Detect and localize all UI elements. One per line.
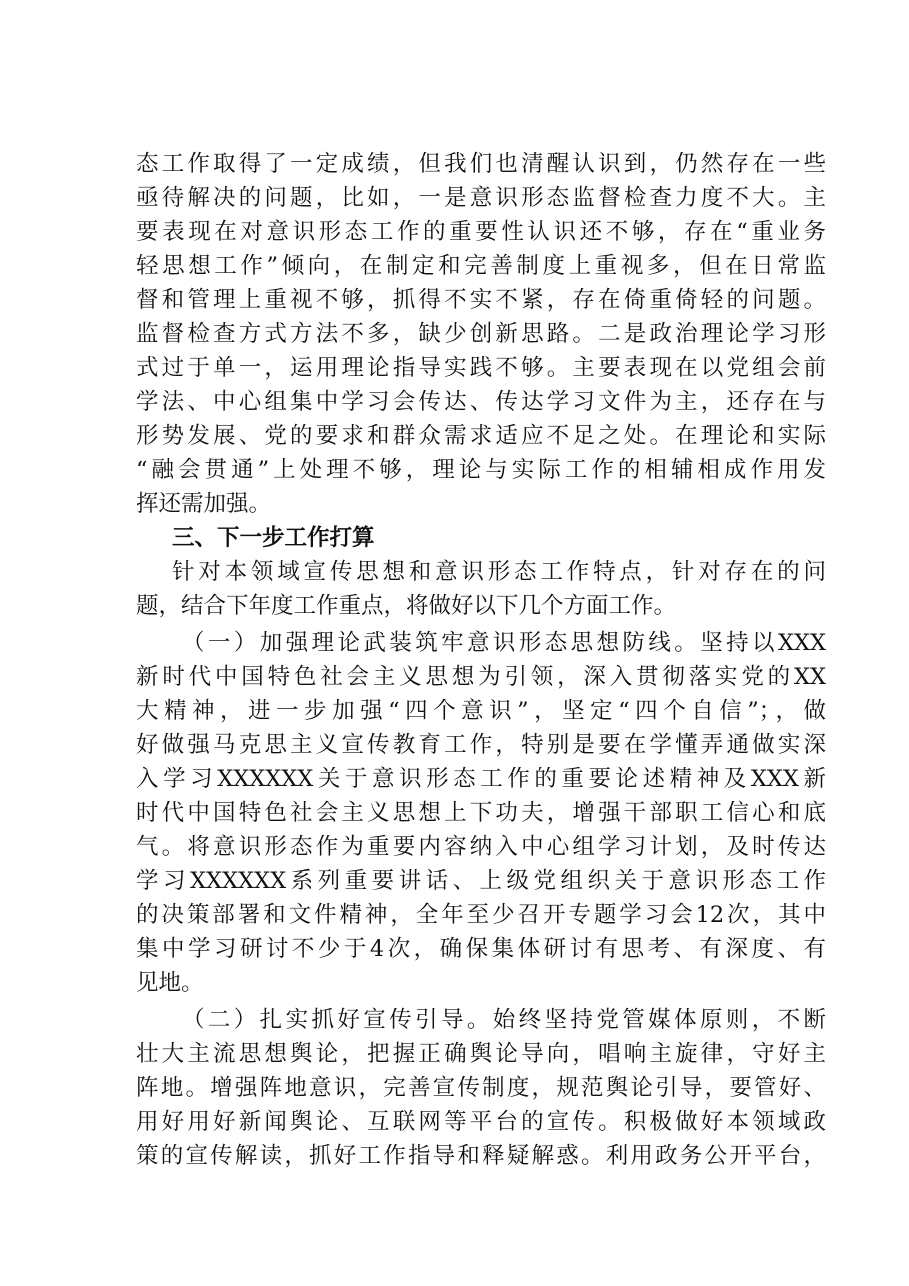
text-line: 式过于单一，运用理论指导实践不够。主要表现在以党组会前 (136, 355, 826, 381)
text-line: 的决策部署和文件精神，全年至少召开专题学习会12次，其中 (136, 902, 826, 928)
text-line: 新时代中国特色社会主义思想为引领，深入贯彻落实党的XX (136, 664, 826, 690)
text-line: 壮大主流思想舆论，把握正确舆论导向，唱响主旋律，守好主 (136, 1041, 826, 1067)
text-line: 挥还需加强。 (136, 491, 272, 517)
text-line: 针对本领域宣传思想和意识形态工作特点，针对存在的问 (172, 559, 826, 585)
text-line: 好做强马克思主义宣传教育工作，特别是要在学懂弄通做实深 (136, 732, 826, 758)
text-line: 形势发展、党的要求和群众需求适应不足之处。在理论和实际 (136, 423, 826, 449)
text-line: 要表现在对意识形态工作的重要性认识还不够，存在“重业务 (136, 219, 826, 245)
text-line: 阵地。增强阵地意识，完善宣传制度，规范舆论引导，要管好、 (136, 1075, 826, 1101)
text-line: 时代中国特色社会主义思想上下功夫，增强干部职工信心和底 (136, 800, 826, 826)
text-line: “融会贯通”上处理不够，理论与实际工作的相辅相成作用发 (136, 457, 826, 483)
text-line: 督和管理上重视不够，抓得不实不紧，存在倚重倚轻的问题。 (136, 287, 826, 313)
text-line: 态工作取得了一定成绩，但我们也清醒认识到，仍然存在一些 (136, 151, 826, 177)
text-line: 题，结合下年度工作重点，将做好以下几个方面工作。 (136, 593, 677, 619)
section-heading: 三、下一步工作打算 (172, 525, 375, 551)
text-line: 入学习XXXXXX关于意识形态工作的重要论述精神及XXX新 (136, 766, 826, 792)
text-line: 学法、中心组集中学习会传达、传达学习文件为主，还存在与 (136, 389, 826, 415)
text-line: 亟待解决的问题，比如，一是意识形态监督检查力度不大。主 (136, 185, 826, 211)
text-line: 气。将意识形态作为重要内容纳入中心组学习计划，及时传达 (136, 834, 826, 860)
text-line: 轻思想工作”倾向，在制定和完善制度上重视多，但在日常监 (136, 253, 826, 279)
text-line: 学习XXXXXX系列重要讲话、上级党组织关于意识形态工作 (136, 868, 826, 894)
text-line: 监督检查方式方法不多，缺少创新思路。二是政治理论学习形 (136, 321, 826, 347)
text-line: 见地。 (136, 970, 204, 996)
text-line: 用好用好新闻舆论、互联网等平台的宣传。积极做好本领域政 (136, 1109, 826, 1135)
text-line: 大精神，进一步加强“四个意识”，坚定“四个自信”；，做 (136, 698, 826, 724)
text-line: 集中学习研讨不少于4次，确保集体研讨有思考、有深度、有 (136, 936, 826, 962)
text-line: 策的宣传解读，抓好工作指导和释疑解惑。利用政务公开平台， (136, 1143, 826, 1169)
subsection-paragraph-2: （二）扎实抓好宣传引导。始终坚持党管媒体原则，不断 (182, 1007, 826, 1033)
subsection-paragraph-1: （一）加强理论武装筑牢意识形态思想防线。坚持以XXX (182, 630, 826, 656)
